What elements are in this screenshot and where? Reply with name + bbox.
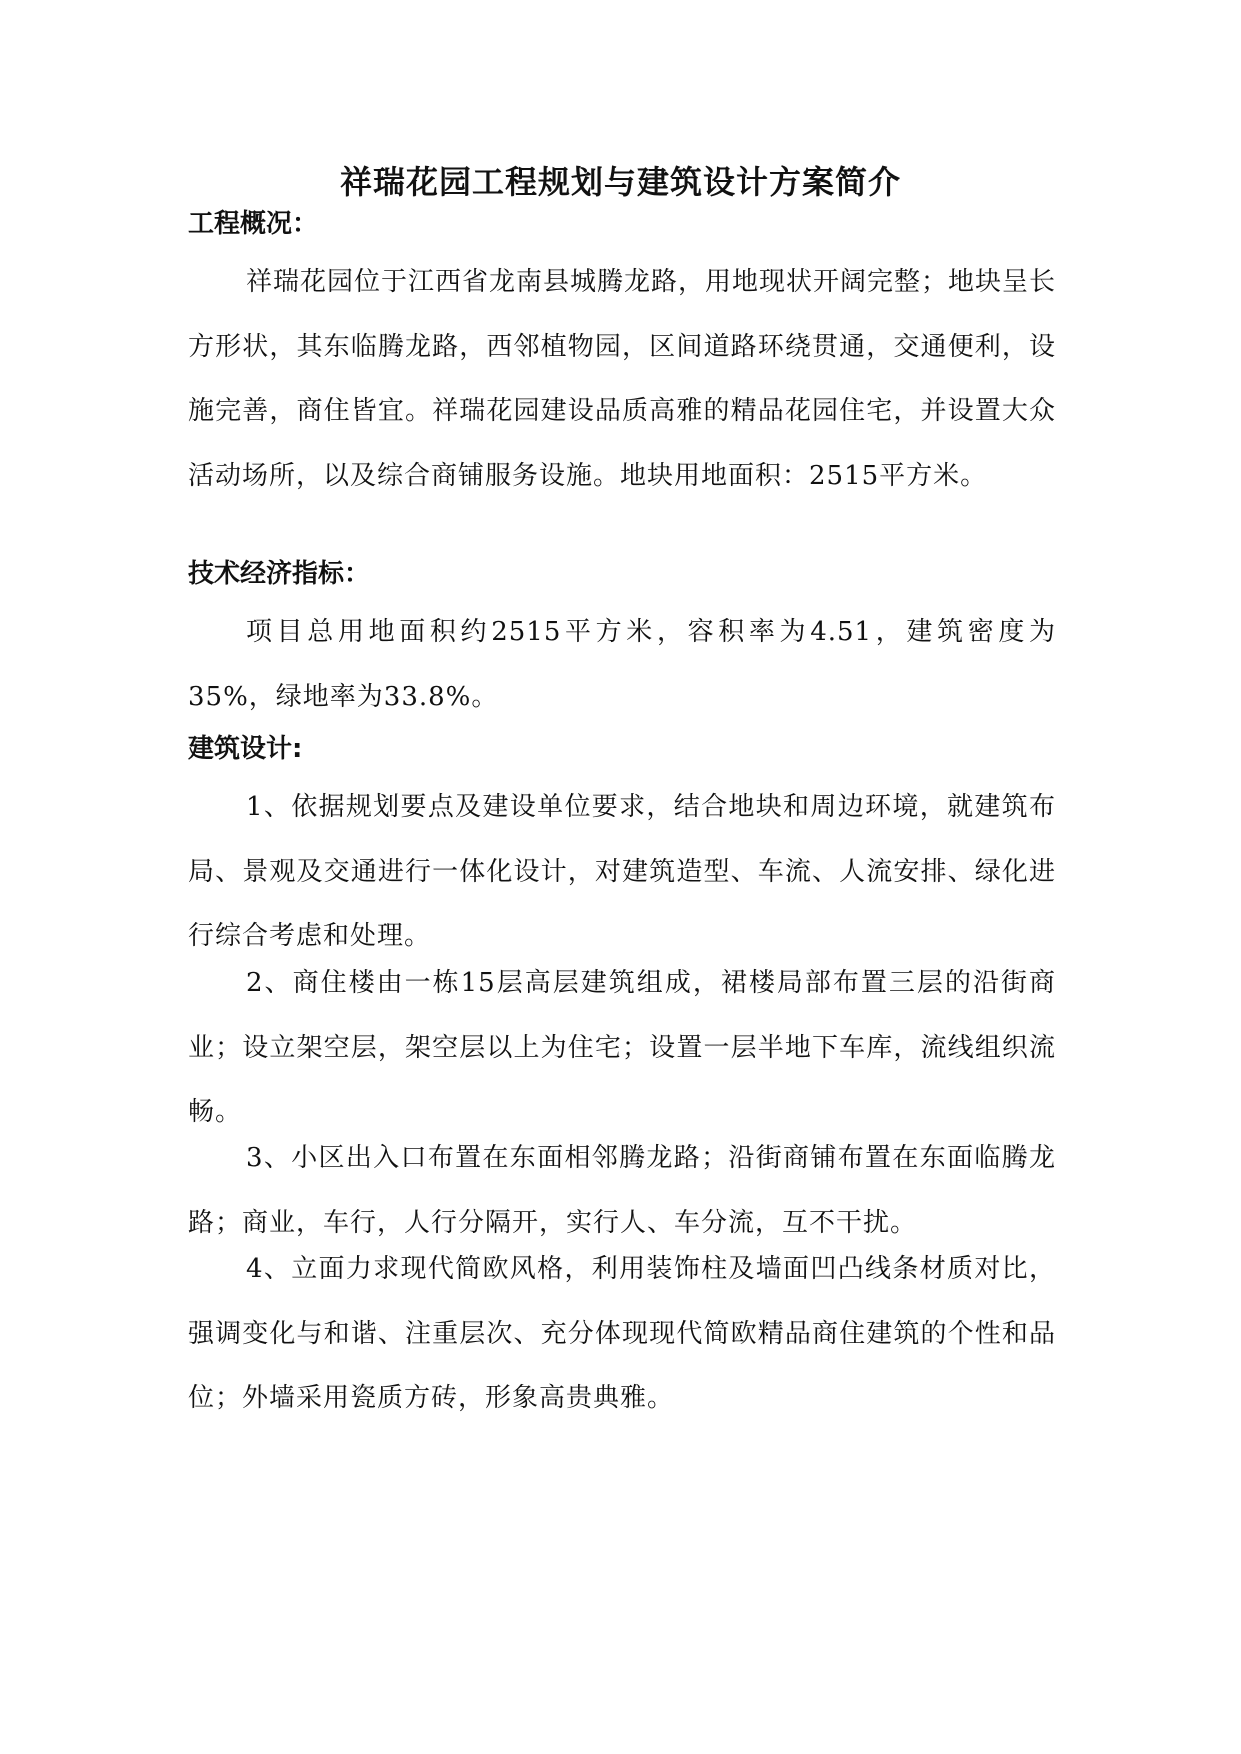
paragraph-design-4: 4、立面力求现代简欧风格，利用装饰柱及墙面凹凸线条材质对比，强调变化与和谐、注重层次、充分体现现代简欧精品商住建筑的个性和品位；外墙采用瓷质方砖，形象高贵典雅。 — [188, 1254, 1056, 1413]
document-title: 祥瑞花园工程规划与建筑设计方案简介 — [339, 163, 901, 201]
paragraph-design-1: 1、依据规划要点及建设单位要求，结合地块和周边环境，就建筑布局、景观及交通进行一体化设计，对建筑造型、车流、人流安排、绿化进行综合考虑和处理。 — [188, 792, 1056, 951]
paragraph-overview: 祥瑞花园位于江西省龙南县城腾龙路，用地现状开阔完整；地块呈长方形状，其东临腾龙路，西邻植物园，区间道路环绕贯通，交通便利，设施完善，商住皆宜。祥瑞花园建设品质高雅的精品花园住宅，并设置大众活动场所，以及综合商铺服务设施。地块用地面积：2515平方米。 — [188, 267, 1057, 491]
section-heading-design: 建筑设计: — [188, 734, 303, 764]
section-heading-indicators: 技术经济指标： — [188, 559, 371, 589]
paragraph-design-3: 3、小区出入口布置在东面相邻腾龙路；沿街商铺布置在东面临腾龙路；商业，车行，人行分隔开，实行人、车分流，互不干扰。 — [188, 1143, 1056, 1238]
section-heading-overview: 工程概况： — [188, 209, 319, 239]
paragraph-indicators: 项目总用地面积约2515平方米，容积率为4.51，建筑密度为35%，绿地率为33.8%。 — [188, 617, 1056, 712]
paragraph-design-2: 2、商住楼由一栋15层高层建筑组成，裙楼局部布置三层的沿街商业；设立架空层，架空层以上为住宅；设置一层半地下车库，流线组织流畅。 — [188, 968, 1056, 1127]
